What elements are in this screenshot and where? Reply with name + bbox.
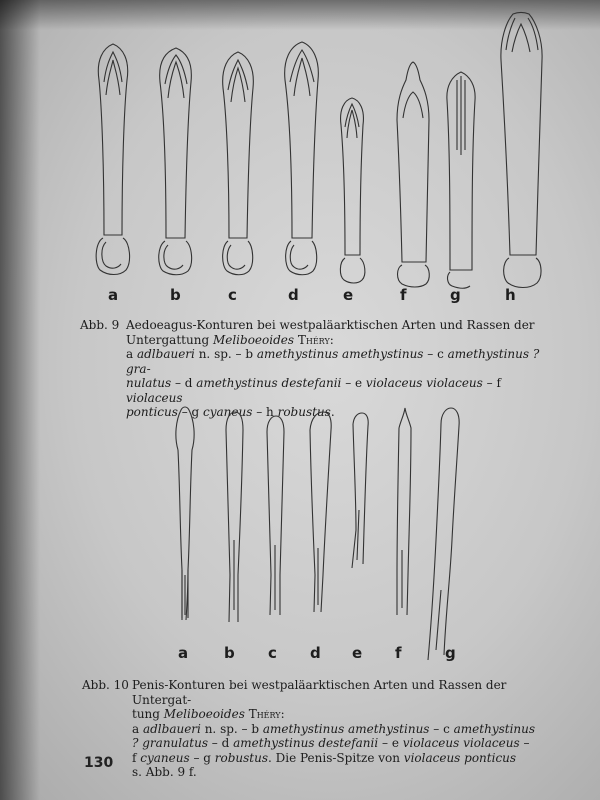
species-name: amethystinus amethystinus	[256, 347, 424, 361]
fig9-label-c: c	[228, 286, 237, 304]
figure-10-drawings	[0, 400, 600, 670]
caption-text: – g	[189, 750, 215, 765]
penis-e	[352, 413, 368, 568]
species-name: violaceus	[126, 390, 183, 405]
caption-text: n. sp. – b	[200, 721, 263, 736]
fig10-caption-line	[132, 722, 547, 737]
caption-text: n. sp. – b	[194, 347, 257, 361]
fig10-genus: Meliboeoides	[163, 707, 245, 721]
species-name: ? granulatus	[132, 736, 208, 750]
species-name: amethystinus destefanii	[196, 376, 342, 390]
fig9-label-b: b	[170, 286, 181, 304]
caption-text: . Die Penis-Spitze von	[268, 750, 404, 765]
page-number: 130	[84, 755, 114, 771]
species-name: amethystinus ? gra-	[126, 347, 540, 376]
fig9-label-h: h	[505, 286, 516, 304]
fig10-label-c: c	[268, 644, 277, 662]
fig9-caption-line	[126, 347, 550, 376]
fig9-label-g: g	[450, 286, 461, 304]
penis-c	[267, 416, 284, 615]
species-name: amethystinus destefanii	[233, 736, 379, 750]
penis-f	[397, 408, 411, 615]
fig9-author: Théry:	[297, 332, 334, 347]
caption-text: –	[519, 736, 530, 750]
fig10-caption-body	[132, 678, 547, 780]
fig10-label-a: a	[178, 644, 189, 662]
aedeagus-b	[159, 48, 192, 275]
fig10-caption-line	[132, 765, 547, 780]
caption-text: s. Abb. 9 f.	[132, 765, 197, 779]
penis-a	[176, 407, 194, 620]
species-name: amethystinus	[453, 721, 536, 736]
fig9-label-e: e	[343, 286, 354, 304]
figure-9-drawings	[0, 0, 600, 290]
figure-9-labels	[0, 286, 600, 310]
aedeagus-e	[340, 98, 365, 283]
fig10-label-b: b	[224, 644, 235, 662]
fig9-label-d: d	[288, 286, 299, 304]
caption-text: – c	[423, 347, 448, 361]
species-name: cyaneus	[140, 750, 190, 765]
species-name: ponticus	[126, 405, 178, 419]
caption-text: – e	[341, 376, 366, 390]
fig9-label-f: f	[400, 286, 407, 304]
fig9-caption-number: Abb. 9	[80, 318, 120, 332]
fig10-title-text: tung	[132, 707, 160, 721]
fig10-label-g: g	[445, 644, 456, 662]
species-name: cyaneus	[203, 405, 253, 419]
fig10-label-e: e	[352, 644, 363, 662]
fig10-caption-line	[132, 751, 547, 766]
aedeagus-f	[397, 62, 429, 287]
caption-text: – d	[207, 736, 234, 750]
aedeagus-h	[501, 13, 542, 288]
species-name: amethystinus amethystinus	[262, 721, 430, 736]
caption-text: f	[132, 750, 141, 765]
fig10-label-d: d	[310, 644, 321, 662]
fig10-caption-number: Abb. 10	[82, 678, 129, 692]
species-name: robustus	[277, 405, 331, 419]
caption-text: – f	[482, 376, 501, 390]
penis-g	[428, 408, 459, 660]
caption-text: – g	[177, 405, 204, 419]
figure-9-caption	[80, 318, 550, 419]
species-name: adlbaueri	[142, 721, 201, 736]
caption-text: – e	[378, 736, 403, 750]
fig10-caption-line	[132, 736, 547, 751]
caption-text: .	[330, 405, 335, 419]
figure-10-labels	[0, 644, 600, 668]
fig9-title-text: Aedoeagus-Konturen bei westpaläarktischen Arten und Rassen der Untergattung	[126, 318, 535, 347]
fig10-title-line1: Penis-Konturen bei westpaläarktischen Arten und Rassen der Untergat-	[132, 678, 507, 707]
fig10-author: Théry:	[248, 707, 285, 721]
caption-text: – h	[252, 405, 278, 419]
species-name: adlbaueri	[136, 347, 195, 361]
penis-d	[310, 412, 331, 612]
fig10-label-f: f	[395, 644, 402, 662]
species-name: nulatus	[126, 376, 172, 390]
caption-text: a	[132, 721, 143, 736]
species-name: robustus	[214, 750, 269, 765]
aedeagus-d	[285, 42, 319, 275]
species-name: violaceus violaceus	[402, 736, 520, 750]
aedeagus-c	[223, 52, 254, 275]
caption-text: – c	[429, 721, 454, 736]
species-name: violaceus ponticus	[403, 750, 517, 765]
penis-b	[226, 412, 243, 622]
fig9-label-a: a	[108, 286, 119, 304]
species-name: violaceus violaceus	[365, 376, 483, 390]
fig9-genus: Meliboeoides	[212, 332, 295, 347]
caption-text: – d	[171, 376, 197, 390]
aedeagus-a	[96, 44, 129, 275]
aedeagus-g	[447, 72, 475, 288]
caption-text: a	[126, 347, 137, 361]
